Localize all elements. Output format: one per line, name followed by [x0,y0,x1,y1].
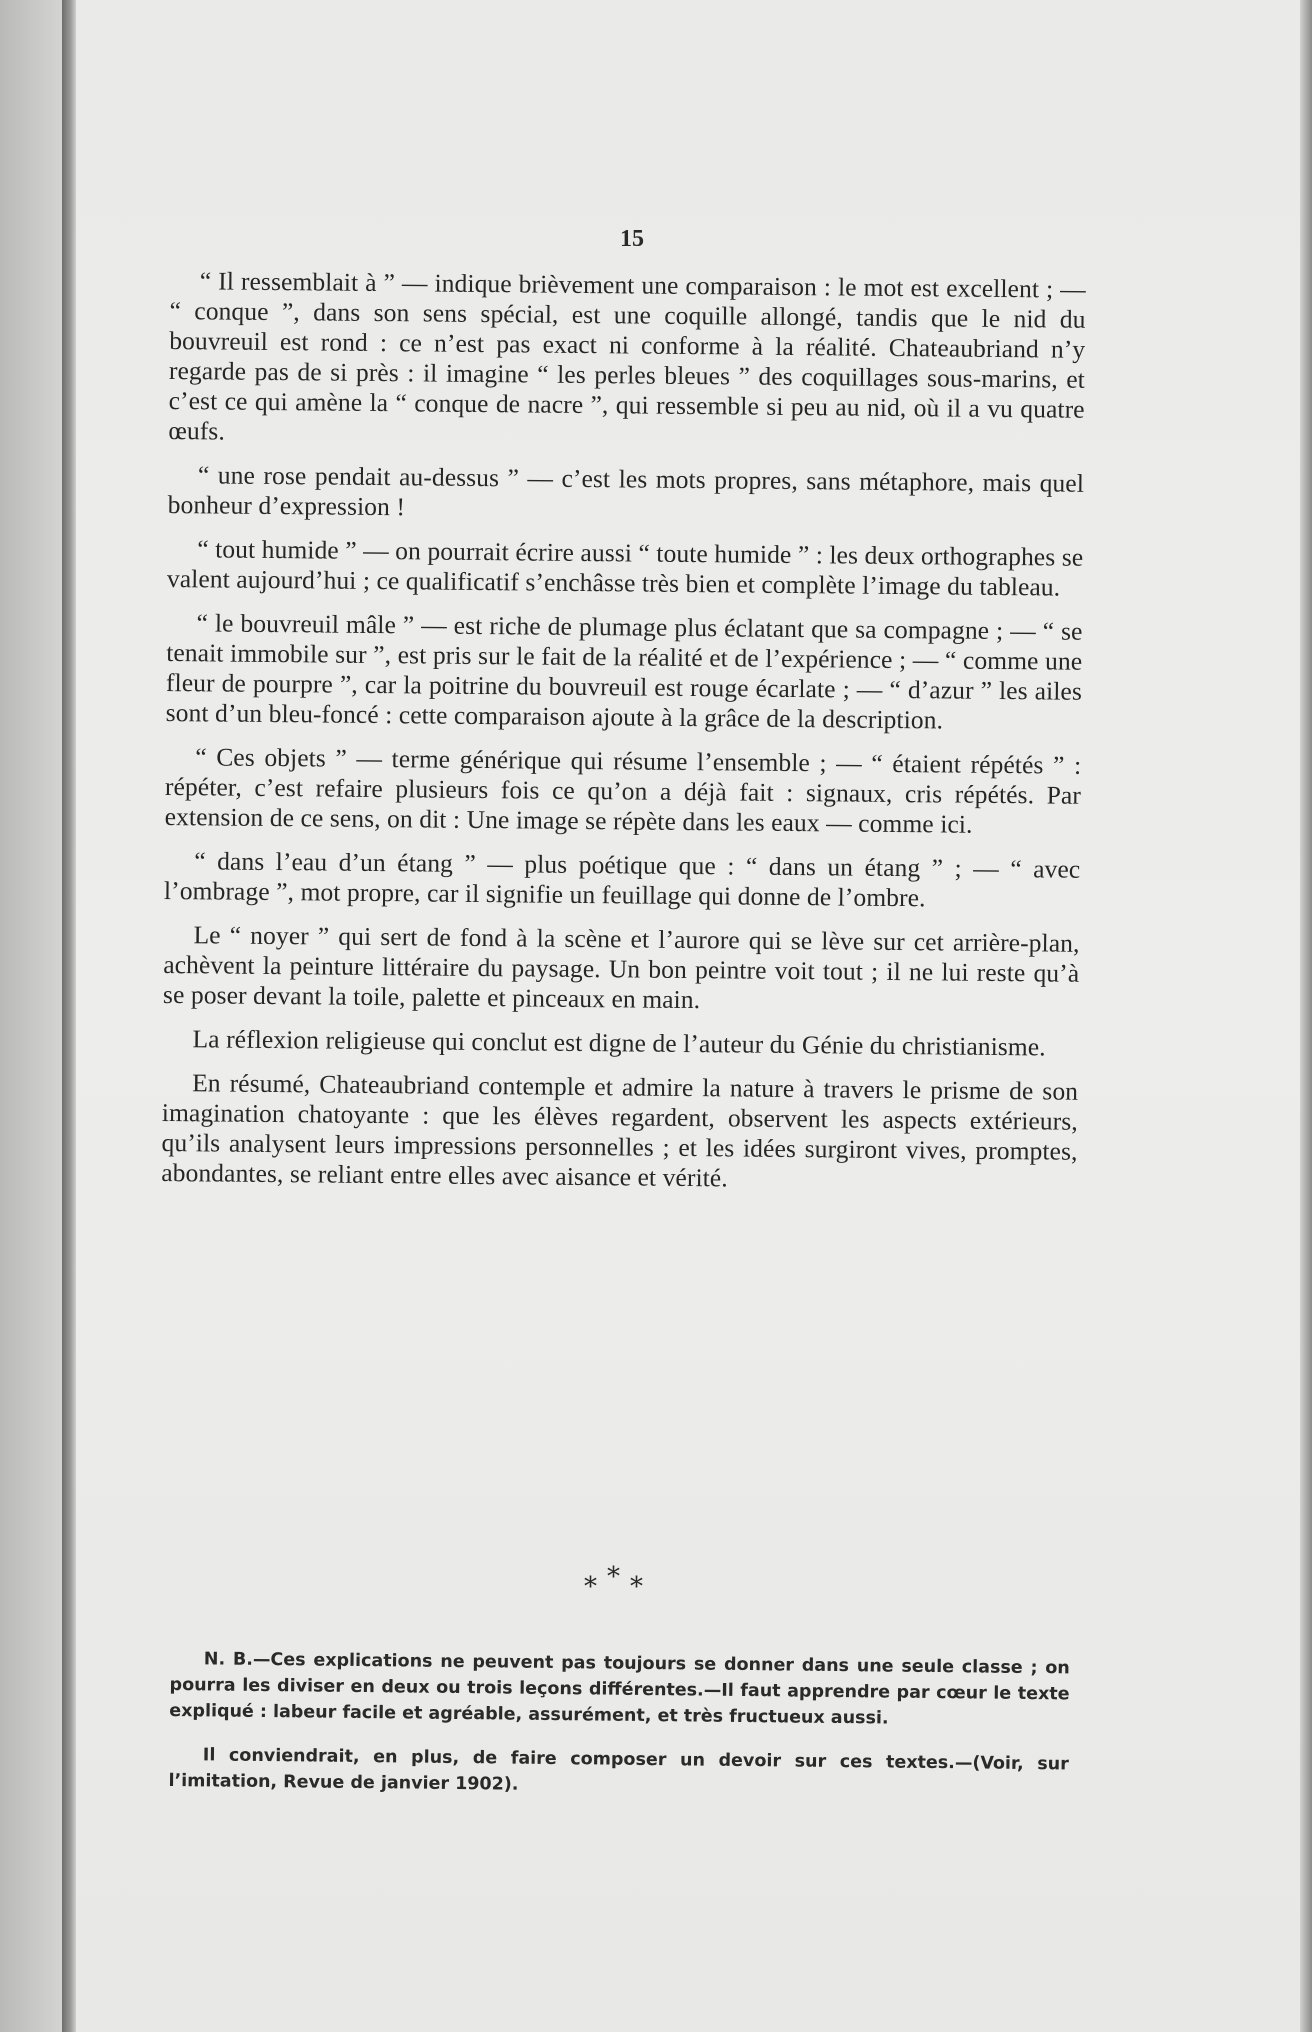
body-text [161,266,1086,1211]
paragraph-reflexion: La réflexion religieuse qui conclut est digne de l’auteur du Génie du christianisme. [192,1024,1046,1062]
paragraph-objets: “ Ces objets ” — terme générique qui résume l’ensemble ; — “ étaient répétés ” : répéter, c’est refaire plusieurs fois ce qu’on a déjà fait : signaux, cris répétés. Par extension de ce sens, on dit : Une image se répète dans les eaux — comme ici. [164,742,1082,839]
paragraph-etang: “ dans l’eau d’un étang ” — plus poétique que : “ dans un étang ” ; — “ avec l’ombrage ”, mot propre, car il signifie un feuillage qui donne de l’ombre. [163,846,1081,913]
note-devoir: Il conviendrait, en plus, de faire composer un devoir sur ces textes.—(Voir, sur l’imitation, Revue de janvier 1902). [168,1745,1069,1795]
page-number: 15 [620,226,644,252]
section-separator [584,1562,653,1602]
footnotes [168,1646,1070,1821]
separator-star-right: * [630,1572,653,1602]
separator-star-middle: * [607,1562,630,1592]
paragraph-humide: “ tout humide ” — on pourrait écrire aussi “ toute humide ” : les deux orthographes se valent aujourd’hui ; ce qualificatif s’enchâsse très bien et complète l’image du tableau. [166,534,1084,602]
scan-gutter [0,0,62,2032]
separator-star-left: * [584,1572,607,1602]
paragraph-ressemblait: “ Il ressemblait à ” — indique brièvement une comparaison : le mot est excellent ; — “ conque ”, dans son sens spécial, est une coquille allongé, tandis que le nid du bouvreuil est rond : ce n’est pas exact ni conforme à la réalité. Chateaubriand n’y regarde pas de si près : il imagine “ les perles bleues ” des coquillages sous-marins, et c’est ce qui amène la “ conque de nacre ”, qui ressemble si peu au nid, où il a vu quatre œufs. [168,266,1086,446]
paragraph-bouvreuil: “ le bouvreuil mâle ” — est riche de plumage plus éclatant que sa compagne ; — “ se tenait immobile sur ”, est pris sur le fait de la réalité et de l’expérience ; — “ comme une fleur de pourpre ”, car la poitrine du bouvreuil est rouge écarlate ; — “ d’azur ” les ailes sont d’un bleu-foncé : cette comparaison ajoute à la grâce de la description. [165,608,1083,735]
page-binding-edge [62,0,76,2032]
paragraph-rose: “ une rose pendait au-dessus ” — c’est les mots propres, sans métaphore, mais quel bonheur d’expression ! [167,460,1085,522]
paragraph-noyer: Le “ noyer ” qui sert de fond à la scène et l’aurore qui se lève sur cet arrière-plan, achèvent la peinture littéraire du paysage. Un bon peintre voit tout ; il ne lui reste qu’à se poser devant la toile, palette et pinceaux en main. [162,920,1080,1015]
page-right-edge [1300,0,1312,2032]
paragraph-resume: En résumé, Chateaubriand contemple et admire la nature à travers le prisme de son imagination chatoyante : que les élèves regardent, observent les aspects extérieurs, qu’ils analysent leurs impressions personnelles ; et les idées surgiront vives, promptes, abondantes, se reliant entre elles avec aisance et vérité. [161,1068,1079,1193]
note-nb: N. B.—Ces explications ne peuvent pas toujours se donner dans une seule classe ; on pourra les diviser en deux ou trois leçons différentes.—Il faut apprendre par cœur le texte expliqué : labeur facile et agréable, assurément, et très fructueux aussi. [169,1649,1070,1729]
